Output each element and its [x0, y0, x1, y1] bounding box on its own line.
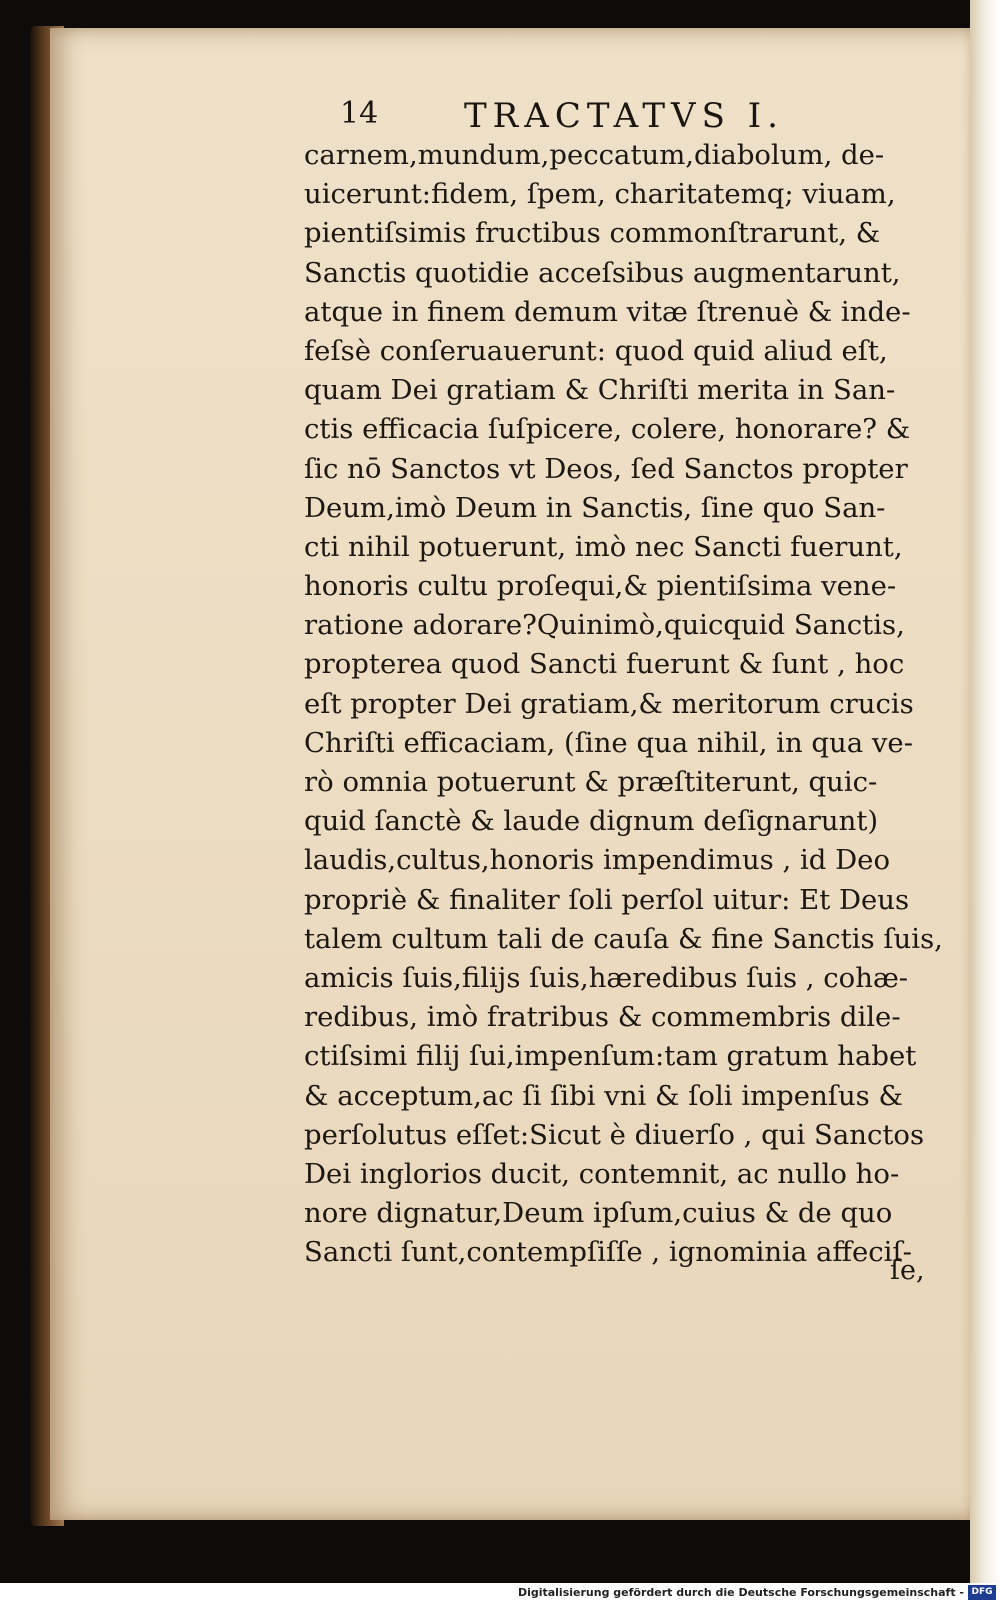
text-line: propterea quod Sancti fuerunt & ſunt , hoc	[304, 648, 905, 681]
text-line: Sancti ſunt,contempſiſſe , ignominia affeciſ-	[304, 1236, 912, 1269]
text-line: ſic nō Sanctos vt Deos, ſed Sanctos propter	[304, 452, 908, 485]
catchword: ſe,	[890, 1255, 925, 1286]
text-line: pientiſsimis fructibus commonſtrarunt, &	[304, 217, 881, 250]
text-line: ctis efficacia ſuſpicere, colere, honorare? &	[304, 413, 911, 446]
running-title: TRACTATVS I.	[464, 96, 784, 136]
text-line: talem cultum tali de cauſa & fine Sanctis ſuis,	[304, 922, 943, 955]
text-line: quam Dei gratiam & Chriſti merita in San-	[304, 374, 896, 407]
text-line: cti nihil potuerunt, imò nec Sancti fuerunt,	[304, 530, 903, 563]
text-line: Chriſti efficaciam, (ſine qua nihil, in qua ve-	[304, 726, 913, 759]
text-line: eſt propter Dei gratiam,& meritorum crucis	[304, 687, 914, 720]
text-line: rò omnia potuerunt & præſtiterunt, quic-	[304, 766, 878, 798]
text-line: laudis,cultus,honoris impendimus , id Deo	[304, 844, 891, 877]
dfg-logo: DFG	[968, 1585, 996, 1600]
text-line: propriè & finaliter ſoli perſol uitur: Et Deus	[304, 883, 910, 916]
text-line: carnem,mundum,peccatum,diabolum, de-	[304, 139, 885, 171]
text-line: redibus, imò fratribus & commembris dile-	[304, 1001, 901, 1034]
text-line: quid ſanctè & laude dignum deſignarunt)	[304, 805, 879, 838]
footer-credit: Digitalisierung gefördert durch die Deutsche Forschungsgemeinschaft -	[517, 1586, 964, 1599]
page-edge	[970, 0, 1000, 1583]
text-line: uicerunt:fidem, ſpem, charitatemq; viuam,	[304, 178, 896, 211]
text-line: atque in finem demum vitæ ſtrenuè & inde-	[304, 295, 911, 328]
page-number: 14	[340, 96, 379, 131]
text-line: perſolutus eſſet:Sicut è diuerſo , qui Sanctos	[304, 1118, 925, 1151]
text-line: amicis ſuis,filijs ſuis,hæredibus ſuis , cohæ-	[304, 961, 909, 994]
text-line: ratione adorare?Quinimò,quicquid Sanctis,	[304, 609, 905, 642]
text-line: & acceptum,ac ſi ſibi vni & ſoli impenſus &	[304, 1079, 903, 1112]
text-line: Sanctis quotidie acceſsibus augmentarunt,	[304, 256, 901, 289]
text-line: Deum,imò Deum in Sanctis, ſine quo San-	[304, 491, 886, 524]
text-line: honoris cultu proſequi,& pientiſsima vene-	[304, 570, 897, 603]
text-line: ctiſsimi filij ſui,impenſum:tam gratum habet	[304, 1040, 917, 1073]
body-text	[304, 136, 944, 1272]
text-line: feſsè conſeruauerunt: quod quid aliud eſt,	[304, 334, 888, 367]
text-line: nore dignatur,Deum ipſum,cuius & de quo	[304, 1197, 893, 1230]
running-head	[340, 96, 920, 140]
text-line: Dei inglorios ducit, contemnit, ac nullo ho-	[304, 1157, 900, 1190]
